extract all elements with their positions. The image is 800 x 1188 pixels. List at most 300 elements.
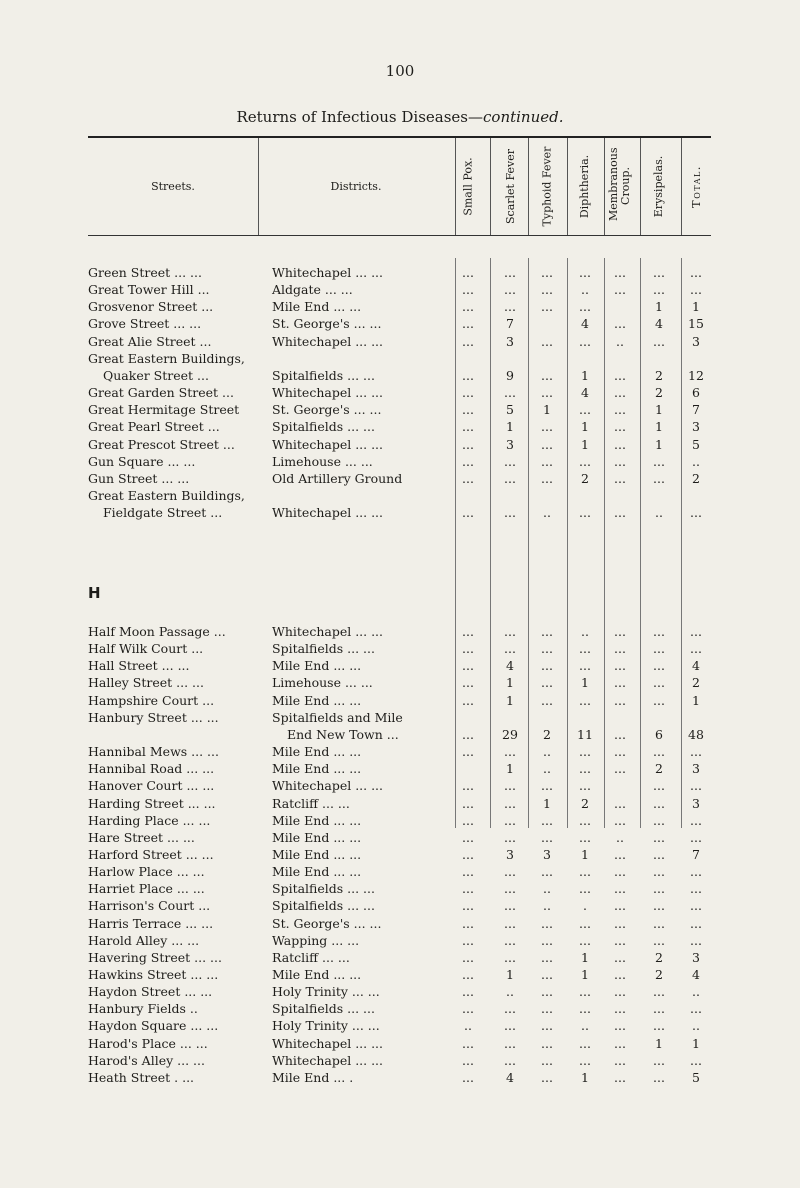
table-row xyxy=(0,384,800,401)
cell-small-pox: ... xyxy=(462,829,474,845)
cell-typhoid-fever: ... xyxy=(541,419,553,435)
street-name: Half Wilk Court ... xyxy=(88,641,204,657)
cell-total: 1 xyxy=(692,1035,700,1051)
cell-small-pox: ... xyxy=(462,881,474,897)
cell-typhoid-fever: ... xyxy=(541,333,553,349)
district-name: Whitechapel ... ... xyxy=(272,505,384,521)
street-name: Green Street ... ... xyxy=(88,265,202,280)
table-row xyxy=(0,436,800,453)
cell-erysipelas: 1 xyxy=(655,299,663,315)
cell-diphtheria: 1 xyxy=(581,419,589,435)
cell-erysipelas: ... xyxy=(653,675,665,691)
cell-typhoid-fever: ... xyxy=(541,967,553,982)
cell-scarlet-fever: 7 xyxy=(506,316,514,332)
street-name: Great Tower Hill ... xyxy=(88,282,210,298)
table-row xyxy=(0,863,800,880)
district-name: Holy Trinity ... ... xyxy=(272,984,380,1000)
cell-erysipelas: ... xyxy=(653,282,665,298)
cell-scarlet-fever: ... xyxy=(504,812,516,828)
cell-diphtheria: 2 xyxy=(581,470,589,486)
cell-membranous-croup: ... xyxy=(614,505,626,521)
cell-total: 2 xyxy=(692,675,700,691)
table-row xyxy=(0,949,800,966)
cell-small-pox: ... xyxy=(462,282,474,298)
cell-erysipelas: 2 xyxy=(655,967,663,982)
header-diphtheria-label: Diphtheria. xyxy=(578,154,592,218)
cell-small-pox: ... xyxy=(462,898,474,914)
cell-erysipelas: ... xyxy=(653,1069,665,1085)
district-name: Whitechapel ... ... xyxy=(272,385,384,401)
street-name: Great Eastern Buildings, xyxy=(88,350,245,366)
cell-diphtheria: .. xyxy=(581,1018,589,1034)
cell-scarlet-fever: 1 xyxy=(506,761,514,777)
street-name: Hanbury Fields .. xyxy=(88,1001,198,1017)
district-name: Whitechapel ... ... xyxy=(272,436,384,452)
street-name: Great Hermitage Street xyxy=(88,402,240,418)
cell-membranous-croup: ... xyxy=(614,949,626,965)
cell-erysipelas: 1 xyxy=(655,419,663,435)
district-name: Spitalfields ... ... xyxy=(272,419,375,435)
cell-scarlet-fever: ... xyxy=(504,898,516,914)
cell-small-pox: ... xyxy=(462,675,474,691)
cell-diphtheria: ... xyxy=(579,265,591,280)
district-name: Mile End ... ... xyxy=(272,829,362,845)
cell-membranous-croup: ... xyxy=(614,1035,626,1051)
cell-erysipelas: ... xyxy=(653,778,665,794)
cell-diphtheria: .. xyxy=(581,282,589,298)
cell-total: ... xyxy=(690,812,702,828)
cell-small-pox: ... xyxy=(462,812,474,828)
street-name: Gun Square ... ... xyxy=(88,453,196,469)
table-row xyxy=(0,281,800,298)
header-streets: Streets. xyxy=(151,180,195,193)
street-name: Hanover Court ... ... xyxy=(88,778,215,794)
district-name: Whitechapel ... ... xyxy=(272,1035,384,1051)
cell-small-pox: ... xyxy=(462,470,474,486)
table-row xyxy=(0,1069,800,1086)
cell-total: ... xyxy=(690,1001,702,1017)
table-row xyxy=(0,812,800,829)
cell-small-pox: ... xyxy=(462,692,474,708)
cell-typhoid-fever: ... xyxy=(541,984,553,1000)
cell-small-pox: ... xyxy=(462,1035,474,1051)
district-name: Mile End ... . xyxy=(272,1069,354,1085)
cell-total: 4 xyxy=(692,967,700,982)
table-row xyxy=(0,795,800,812)
table-row xyxy=(0,640,800,657)
cell-erysipelas: .. xyxy=(655,505,663,521)
cell-diphtheria: 4 xyxy=(581,316,589,332)
cell-scarlet-fever: .. xyxy=(506,984,514,1000)
cell-total: .. xyxy=(692,1018,700,1034)
cell-diphtheria: ... xyxy=(579,881,591,897)
cell-diphtheria: .. xyxy=(581,624,589,639)
cell-membranous-croup: ... xyxy=(614,436,626,452)
cell-scarlet-fever: ... xyxy=(504,505,516,521)
cell-total: 3 xyxy=(692,333,700,349)
street-name: Quaker Street ... xyxy=(103,367,209,383)
cell-typhoid-fever: 3 xyxy=(543,846,551,862)
cell-membranous-croup: ... xyxy=(614,1001,626,1017)
cell-small-pox: ... xyxy=(462,864,474,880)
cell-scarlet-fever: 3 xyxy=(506,846,514,862)
cell-diphtheria: 1 xyxy=(581,846,589,862)
cell-small-pox: ... xyxy=(462,795,474,811)
cell-small-pox: .. xyxy=(464,1018,472,1034)
district-name: Mile End ... ... xyxy=(272,761,362,777)
cell-typhoid-fever: ... xyxy=(541,641,553,657)
cell-scarlet-fever: ... xyxy=(504,744,516,760)
cell-total: 3 xyxy=(692,949,700,965)
table-row xyxy=(0,777,800,794)
street-name: Harding Place ... ... xyxy=(88,812,211,828)
cell-scarlet-fever: 1 xyxy=(506,967,514,982)
cell-total: 6 xyxy=(692,385,700,401)
cell-scarlet-fever: ... xyxy=(504,1018,516,1034)
cell-erysipelas: ... xyxy=(653,898,665,914)
cell-scarlet-fever: 3 xyxy=(506,436,514,452)
cell-scarlet-fever: ... xyxy=(504,624,516,639)
cell-typhoid-fever: .. xyxy=(543,898,551,914)
district-name: Holy Trinity ... ... xyxy=(272,1018,380,1034)
district-name: Mile End ... ... xyxy=(272,846,362,862)
cell-total: 4 xyxy=(692,658,700,674)
cell-diphtheria: ... xyxy=(579,1001,591,1017)
cell-small-pox: ... xyxy=(462,333,474,349)
cell-typhoid-fever: ... xyxy=(541,624,553,639)
cell-scarlet-fever: ... xyxy=(504,282,516,298)
cell-small-pox: ... xyxy=(462,265,474,280)
cell-diphtheria: ... xyxy=(579,829,591,845)
cell-typhoid-fever: ... xyxy=(541,658,553,674)
cell-membranous-croup: ... xyxy=(614,812,626,828)
cell-typhoid-fever: ... xyxy=(541,778,553,794)
header-typhoid-fever-label: Typhoid Fever xyxy=(540,146,554,226)
district-name: Wapping ... ... xyxy=(272,932,360,948)
cell-membranous-croup: .. xyxy=(616,333,624,349)
cell-erysipelas: ... xyxy=(653,692,665,708)
table-row xyxy=(0,709,800,726)
cell-diphtheria: 1 xyxy=(581,949,589,965)
cell-erysipelas: ... xyxy=(653,1001,665,1017)
cell-typhoid-fever: 2 xyxy=(543,726,551,742)
table-row xyxy=(0,487,800,504)
table-row xyxy=(0,743,800,760)
cell-small-pox: ... xyxy=(462,402,474,418)
cell-membranous-croup: ... xyxy=(614,1018,626,1034)
table-row xyxy=(0,915,800,932)
district-name: St. George's ... ... xyxy=(272,316,382,332)
cell-small-pox: ... xyxy=(462,419,474,435)
table-row xyxy=(0,367,800,384)
cell-membranous-croup: ... xyxy=(614,967,626,982)
cell-typhoid-fever: ... xyxy=(541,265,553,280)
street-name: Harford Street ... ... xyxy=(88,846,214,862)
cell-diphtheria: ... xyxy=(579,505,591,521)
street-name: Hannibal Mews ... ... xyxy=(88,744,219,760)
cell-typhoid-fever: .. xyxy=(543,761,551,777)
street-name: Hanbury Street ... ... xyxy=(88,709,219,725)
cell-membranous-croup: ... xyxy=(614,744,626,760)
cell-total: ... xyxy=(690,282,702,298)
district-name: Mile End ... ... xyxy=(272,864,362,880)
header-typhoid-fever xyxy=(539,142,555,230)
cell-erysipelas: ... xyxy=(653,984,665,1000)
header-divider-line xyxy=(455,138,456,235)
cell-membranous-croup: ... xyxy=(614,932,626,948)
cell-small-pox: ... xyxy=(462,846,474,862)
cell-typhoid-fever: ... xyxy=(541,470,553,486)
cell-typhoid-fever: ... xyxy=(541,436,553,452)
cell-membranous-croup: ... xyxy=(614,915,626,931)
cell-erysipelas: 2 xyxy=(655,385,663,401)
cell-erysipelas: ... xyxy=(653,265,665,280)
cell-small-pox: ... xyxy=(462,1001,474,1017)
cell-scarlet-fever: ... xyxy=(504,265,516,280)
table-row xyxy=(0,350,800,367)
cell-typhoid-fever: ... xyxy=(541,1018,553,1034)
cell-erysipelas: ... xyxy=(653,1018,665,1034)
cell-scarlet-fever: 4 xyxy=(506,658,514,674)
cell-total: ... xyxy=(690,881,702,897)
street-name: Harriet Place ... ... xyxy=(88,881,205,897)
cell-scarlet-fever: ... xyxy=(504,932,516,948)
cell-total: 1 xyxy=(692,692,700,708)
top-rule xyxy=(88,136,711,138)
cell-membranous-croup: ... xyxy=(614,881,626,897)
cell-erysipelas: ... xyxy=(653,829,665,845)
street-name: Great Pearl Street ... xyxy=(88,419,220,435)
cell-erysipelas: ... xyxy=(653,864,665,880)
cell-scarlet-fever: 9 xyxy=(506,367,514,383)
cell-total: ... xyxy=(690,829,702,845)
cell-scarlet-fever: ... xyxy=(504,829,516,845)
cell-total: .. xyxy=(692,453,700,469)
header-divider-line xyxy=(640,138,641,235)
cell-scarlet-fever: ... xyxy=(504,864,516,880)
district-name: Whitechapel ... ... xyxy=(272,624,384,639)
cell-scarlet-fever: ... xyxy=(504,299,516,315)
street-name: Harod's Alley ... ... xyxy=(88,1052,205,1068)
cell-erysipelas: 2 xyxy=(655,367,663,383)
cell-total: 3 xyxy=(692,419,700,435)
cell-diphtheria: 2 xyxy=(581,795,589,811)
street-name: Grove Street ... ... xyxy=(88,316,202,332)
street-name: Haydon Street ... ... xyxy=(88,984,213,1000)
table-row xyxy=(0,829,800,846)
header-divider-line xyxy=(528,138,529,235)
cell-typhoid-fever: ... xyxy=(541,453,553,469)
page-number: 100 xyxy=(385,62,415,80)
header-small-pox xyxy=(460,142,476,230)
table-row xyxy=(0,846,800,863)
cell-diphtheria: ... xyxy=(579,761,591,777)
district-name: Whitechapel ... ... xyxy=(272,1052,384,1068)
header-erysipelas xyxy=(651,142,667,230)
cell-total: 2 xyxy=(692,470,700,486)
cell-membranous-croup: ... xyxy=(614,367,626,383)
cell-scarlet-fever: ... xyxy=(504,778,516,794)
cell-erysipelas: ... xyxy=(653,453,665,469)
cell-diphtheria: ... xyxy=(579,333,591,349)
cell-diphtheria: 1 xyxy=(581,967,589,982)
cell-small-pox: ... xyxy=(462,453,474,469)
cell-typhoid-fever: ... xyxy=(541,1001,553,1017)
street-name: Harris Terrace ... ... xyxy=(88,915,214,931)
table-row xyxy=(0,932,800,949)
district-name: Spitalfields ... ... xyxy=(272,1001,375,1017)
cell-small-pox: ... xyxy=(462,949,474,965)
table-title-continued: continued. xyxy=(483,108,564,126)
cell-membranous-croup: ... xyxy=(614,692,626,708)
table-row xyxy=(0,1017,800,1034)
district-name: Whitechapel ... ... xyxy=(272,778,384,794)
cell-total: ... xyxy=(690,898,702,914)
cell-total: .. xyxy=(692,984,700,1000)
cell-membranous-croup: ... xyxy=(614,265,626,280)
street-name: Haydon Square ... ... xyxy=(88,1018,219,1034)
cell-membranous-croup: ... xyxy=(614,846,626,862)
street-name: Great Garden Street ... xyxy=(88,385,234,401)
cell-small-pox: ... xyxy=(462,744,474,760)
cell-membranous-croup: ... xyxy=(614,1069,626,1085)
district-name: Mile End ... ... xyxy=(272,967,362,982)
header-membranous-croup-label: Membranous Croup. xyxy=(607,147,632,221)
street-name: Hare Street ... ... xyxy=(88,829,195,845)
cell-small-pox: ... xyxy=(462,505,474,521)
cell-membranous-croup: ... xyxy=(614,419,626,435)
district-name: End New Town ... xyxy=(287,726,399,742)
cell-diphtheria: 11 xyxy=(577,726,593,742)
district-name: Ratcliff ... ... xyxy=(272,949,350,965)
table-row xyxy=(0,1000,800,1017)
cell-diphtheria: 1 xyxy=(581,675,589,691)
cell-typhoid-fever: ... xyxy=(541,385,553,401)
cell-membranous-croup: ... xyxy=(614,795,626,811)
cell-typhoid-fever: ... xyxy=(541,864,553,880)
table-row xyxy=(0,983,800,1000)
cell-small-pox: ... xyxy=(462,436,474,452)
district-name: Limehouse ... ... xyxy=(272,453,373,469)
cell-diphtheria: ... xyxy=(579,1052,591,1068)
cell-scarlet-fever: 1 xyxy=(506,675,514,691)
street-name: Half Moon Passage ... xyxy=(88,624,226,639)
header-divider-line xyxy=(604,138,605,235)
street-name: Hawkins Street ... ... xyxy=(88,967,219,982)
district-name: Aldgate ... ... xyxy=(272,282,353,298)
cell-scarlet-fever: 3 xyxy=(506,333,514,349)
district-name: Spitalfields ... ... xyxy=(272,881,375,897)
cell-scarlet-fever: ... xyxy=(504,470,516,486)
cell-typhoid-fever: ... xyxy=(541,1035,553,1051)
cell-total: ... xyxy=(690,744,702,760)
district-name: Mile End ... ... xyxy=(272,744,362,760)
cell-membranous-croup: ... xyxy=(614,984,626,1000)
cell-small-pox: ... xyxy=(462,932,474,948)
cell-small-pox: ... xyxy=(462,984,474,1000)
cell-small-pox: ... xyxy=(462,658,474,674)
cell-typhoid-fever: .. xyxy=(543,505,551,521)
cell-diphtheria: 4 xyxy=(581,385,589,401)
table-row xyxy=(0,1035,800,1052)
cell-small-pox: ... xyxy=(462,299,474,315)
cell-membranous-croup: .. xyxy=(616,829,624,845)
cell-total: ... xyxy=(690,624,702,639)
cell-scarlet-fever: ... xyxy=(504,1035,516,1051)
street-name: Havering Street ... ... xyxy=(88,949,222,965)
district-name: Spitalfields ... ... xyxy=(272,641,375,657)
table-row xyxy=(0,692,800,709)
district-name: St. George's ... ... xyxy=(272,915,382,931)
street-name: Fieldgate Street ... xyxy=(103,505,223,521)
cell-scarlet-fever: ... xyxy=(504,453,516,469)
table-row xyxy=(0,401,800,418)
district-name: Ratcliff ... ... xyxy=(272,795,350,811)
cell-membranous-croup: ... xyxy=(614,761,626,777)
cell-small-pox: ... xyxy=(462,641,474,657)
cell-total: ... xyxy=(690,915,702,931)
table-row xyxy=(0,880,800,897)
cell-membranous-croup: ... xyxy=(614,453,626,469)
cell-small-pox: ... xyxy=(462,967,474,982)
district-name: Whitechapel ... ... xyxy=(272,333,384,349)
cell-scarlet-fever: ... xyxy=(504,949,516,965)
header-divider-line xyxy=(567,138,568,235)
cell-erysipelas: ... xyxy=(653,881,665,897)
cell-small-pox: ... xyxy=(462,1052,474,1068)
cell-membranous-croup: ... xyxy=(614,864,626,880)
cell-membranous-croup: ... xyxy=(614,641,626,657)
cell-diphtheria: ... xyxy=(579,692,591,708)
cell-erysipelas: 1 xyxy=(655,402,663,418)
cell-typhoid-fever: ... xyxy=(541,915,553,931)
table-row xyxy=(0,966,800,983)
cell-membranous-croup: ... xyxy=(614,282,626,298)
table-row xyxy=(0,1052,800,1069)
table-row xyxy=(0,470,800,487)
cell-typhoid-fever: ... xyxy=(541,812,553,828)
cell-scarlet-fever: ... xyxy=(504,1001,516,1017)
cell-total: ... xyxy=(690,932,702,948)
cell-membranous-croup: ... xyxy=(614,1052,626,1068)
cell-erysipelas: ... xyxy=(653,932,665,948)
header-small-pox-label: Small Pox. xyxy=(461,156,475,216)
street-name: Hall Street ... ... xyxy=(88,658,190,674)
table-row xyxy=(0,418,800,435)
cell-scarlet-fever: ... xyxy=(504,1052,516,1068)
cell-small-pox: ... xyxy=(462,624,474,639)
cell-erysipelas: ... xyxy=(653,1052,665,1068)
cell-total: ... xyxy=(690,641,702,657)
table-row xyxy=(0,657,800,674)
table-row xyxy=(0,897,800,914)
district-name: Spitalfields and Mile xyxy=(272,709,403,725)
cell-diphtheria: 1 xyxy=(581,367,589,383)
cell-scarlet-fever: 1 xyxy=(506,692,514,708)
cell-typhoid-fever: ... xyxy=(541,949,553,965)
district-name: Mile End ... ... xyxy=(272,658,362,674)
table-row xyxy=(0,264,800,281)
cell-typhoid-fever: ... xyxy=(541,367,553,383)
cell-membranous-croup: ... xyxy=(614,385,626,401)
cell-erysipelas: ... xyxy=(653,846,665,862)
cell-erysipelas: 6 xyxy=(655,726,663,742)
cell-typhoid-fever: 1 xyxy=(543,402,551,418)
cell-membranous-croup: ... xyxy=(614,624,626,639)
cell-total: 7 xyxy=(692,402,700,418)
cell-typhoid-fever: .. xyxy=(543,881,551,897)
street-name: Great Prescot Street ... xyxy=(88,436,235,452)
